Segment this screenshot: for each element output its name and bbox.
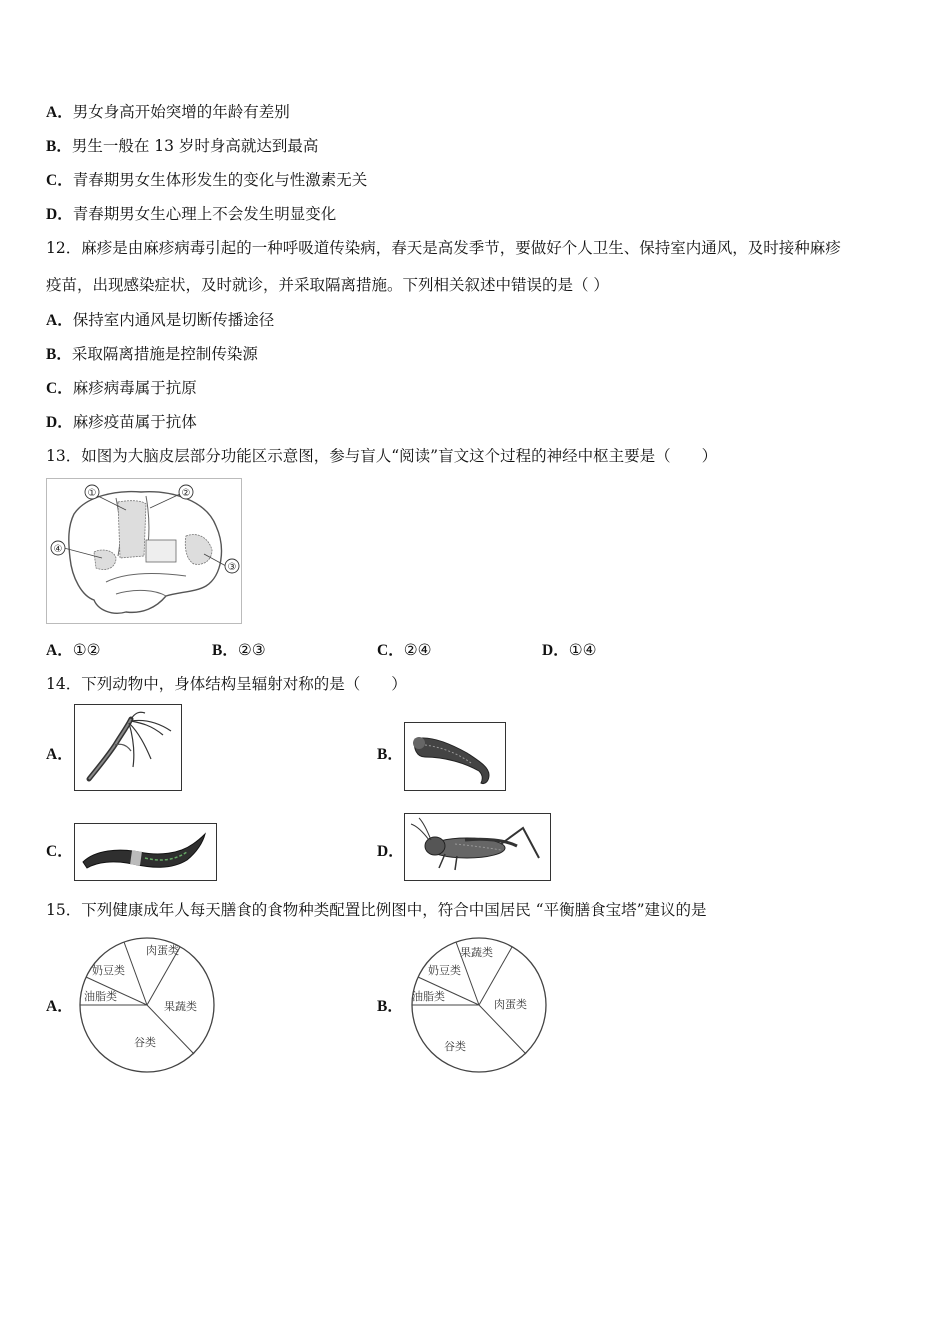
q12-stem-line2: 疫苗，出现感染症状，及时就诊，并采取隔离措施。下列相关叙述中错误的是（ ） [46, 276, 609, 294]
pie-b-label-grains: 谷类 [444, 1040, 466, 1053]
q12-stem-line1: 12．麻疹是由麻疹病毒引起的一种呼吸道传染病，春天是高发季节，要做好个人卫生、保持室内通风，及时接种麻疹 [46, 239, 841, 257]
option-text: 麻疹病毒属于抗原 [72, 379, 197, 397]
option-letter: B． [46, 346, 72, 363]
q12-option-b [46, 344, 258, 365]
pie-chart-a-svg [76, 934, 218, 1076]
pie-chart-a [76, 934, 218, 1076]
option-text: 采取隔离措施是控制传染源 [71, 345, 258, 363]
option-text: 保持室内通风是切断传播途径 [72, 311, 275, 329]
q12-option-a [46, 310, 274, 331]
label-1: ① [87, 488, 97, 499]
option-letter: C． [377, 642, 404, 659]
pie-a-label-grains: 谷类 [134, 1036, 156, 1049]
option-letter: C． [46, 172, 73, 189]
pie-chart-b-svg [408, 934, 550, 1076]
label-2: ② [181, 488, 191, 499]
pie-a-label-dairy: 奶豆类 [92, 964, 125, 977]
pie-chart-b [408, 934, 550, 1076]
q11-option-d [46, 204, 336, 225]
pie-a-label-oils: 油脂类 [84, 990, 117, 1003]
pie-b-label-meat: 肉蛋类 [494, 998, 527, 1011]
option-text: ①② [72, 641, 101, 659]
q13-option-c [377, 640, 432, 661]
option-text: 男女身高开始突增的年龄有差别 [72, 103, 290, 121]
q12-option-c [46, 378, 197, 399]
hydra-image [74, 704, 182, 791]
option-letter: D． [46, 414, 73, 431]
q12-option-d [46, 412, 197, 433]
option-text: 青春期男女生体形发生的变化与性激素无关 [72, 171, 368, 189]
q13-stem: 13．如图为大脑皮层部分功能区示意图，参与盲人“阅读”盲文这个过程的神经中枢主要是（ ） [46, 447, 718, 465]
option-text: 麻疹疫苗属于抗体 [72, 413, 197, 431]
leech-image [404, 722, 506, 791]
option-letter: A． [46, 104, 73, 121]
q14-stem: 14．下列动物中，身体结构呈辐射对称的是（ ） [46, 675, 407, 693]
option-letter: B． [46, 138, 72, 155]
option-letter: B． [212, 642, 238, 659]
q15-stem: 15．下列健康成年人每天膳食的食物种类配置比例图中，符合中国居民 “平衡膳食宝塔”建议的是 [46, 901, 707, 919]
label-4: ④ [53, 544, 63, 555]
pie-a-label-fruitveg: 果蔬类 [164, 1000, 197, 1013]
option-letter: D． [46, 206, 73, 223]
option-text: ②④ [403, 641, 432, 659]
pie-a-label-meat: 肉蛋类 [146, 944, 179, 957]
option-text: ②③ [237, 641, 266, 659]
pie-b-label-oils: 油脂类 [412, 990, 445, 1003]
q15-option-b-letter: B． [377, 998, 403, 1015]
option-letter: A． [46, 312, 73, 329]
q11-option-c [46, 170, 367, 191]
q11-option-a [46, 102, 290, 123]
option-letter: C． [46, 380, 73, 397]
option-text: 青春期男女生心理上不会发生明显变化 [72, 205, 337, 223]
q15-option-a-letter: A． [46, 998, 73, 1015]
earthworm-image [74, 823, 217, 881]
brain-cortex-figure [46, 478, 242, 624]
q13-option-a [46, 640, 101, 661]
q14-option-d-letter: D． [377, 843, 404, 860]
q14-option-a-letter: A． [46, 746, 73, 763]
q11-option-b [46, 136, 318, 157]
q14-option-c-letter: C． [46, 843, 73, 860]
option-letter: A． [46, 642, 73, 659]
q13-option-d [542, 640, 597, 661]
label-3: ③ [227, 562, 237, 573]
q13-option-b [212, 640, 266, 661]
pie-b-label-fruitveg: 果蔬类 [460, 946, 493, 959]
option-text: ①④ [568, 641, 597, 659]
option-letter: D． [542, 642, 569, 659]
q14-option-b-letter: B． [377, 746, 403, 763]
grasshopper-image [404, 813, 551, 881]
pie-b-label-dairy: 奶豆类 [428, 964, 461, 977]
option-text: 男生一般在 13 岁时身高就达到最高 [71, 137, 319, 155]
